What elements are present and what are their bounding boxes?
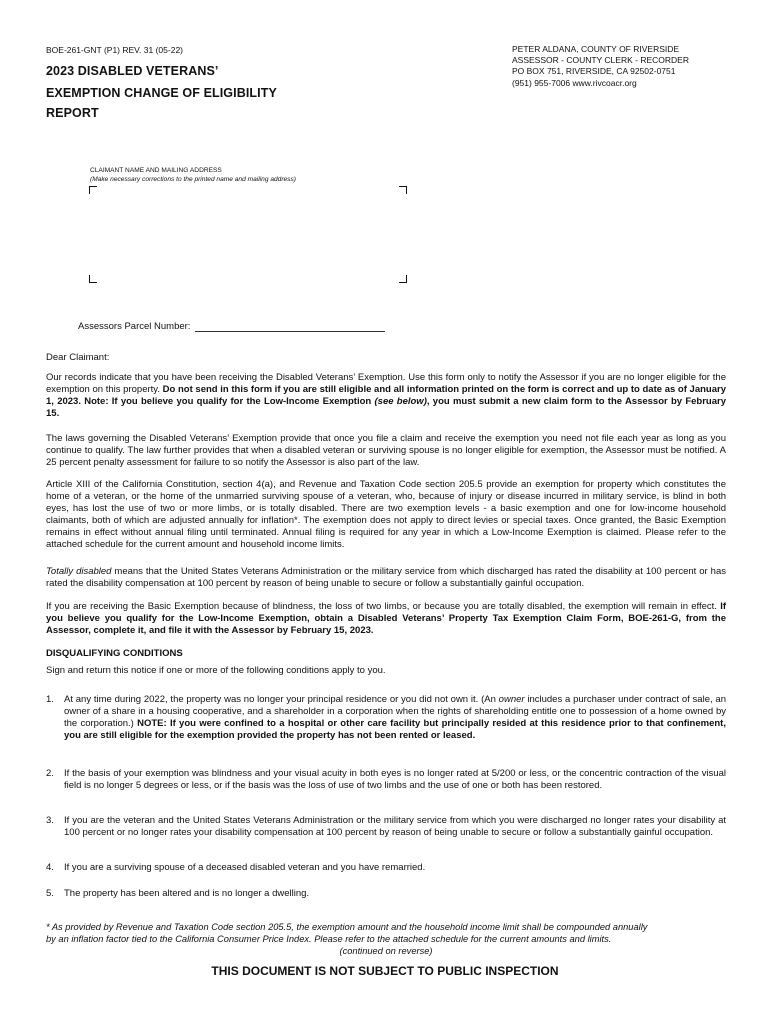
greeting: Dear Claimant:	[46, 352, 110, 363]
office-line1: PETER ALDANA, COUNTY OF RIVERSIDE	[512, 44, 680, 54]
footnote	[46, 921, 726, 957]
paragraph-1	[46, 372, 726, 420]
form-title-line1: 2023 DISABLED VETERANS’	[46, 64, 219, 78]
p5-text-a: If you are receiving the Basic Exemption because of blindness, the loss of two limbs, or because you are totally disabled, the exemption will remain in effect.	[46, 601, 721, 612]
condition-text: If the basis of your exemption was blindness and your visual acuity in both eyes is no longer rated at 5/200 or less, or the concentric contraction of the visual field is no longer 5 degrees or less, or if the basis was the loss of use of two limbs and the use of one or both has been restored.	[64, 768, 726, 792]
p4-text-a: Totally disabled	[46, 566, 112, 577]
claimant-label: CLAIMANT NAME AND MAILING ADDRESS	[90, 167, 222, 174]
form-id: BOE-261-GNT (P1) REV. 31 (05-22)	[46, 45, 184, 55]
condition-1-text-a: At any time during 2022, the property was no longer your principal residence or you did not own it. (An	[64, 694, 499, 705]
condition-text: If you are the veteran and the United States Veterans Administration or the military service from which you were discharged no longer rates your disability at 100 percent or no longer rates your disability compensation at 100 percent by reason of being unable to secure or follow a substantially gainful occupation.	[64, 815, 726, 839]
p1-text-b: Do not send in this form if you are still eligible and all information printed on the form is correct and up to date as of January 1, 2023. Note: If you believe you qualify for the Low-Income Exemption	[46, 384, 726, 408]
condition-text: The property has been altered and is no longer a dwelling.	[64, 888, 310, 899]
address-window-corner-tr	[399, 186, 407, 194]
form-title-line2: EXEMPTION CHANGE OF ELIGIBILITY	[46, 86, 277, 100]
continued-note: (continued on reverse)	[339, 946, 433, 956]
p1-text-c: (see below)	[374, 396, 427, 408]
parcel-number-field	[78, 321, 385, 332]
condition-text: If you are a surviving spouse of a deceased disabled veteran and you have remarried.	[64, 862, 426, 873]
p1-text-a: Our records indicate that you have been receiving the Disabled Veterans’ Exemption. Use this form only to notify the Assessor if you are no longer eligible for the exemption on this property.	[46, 372, 726, 396]
condition-1-text-d: NOTE: If you were confined to a hospital or other care facility but principally resided at this residence prior to that confinement, you are still eligible for the exemption provided the property has not been rented or leased.	[64, 718, 726, 742]
condition-number: 2.	[46, 768, 54, 779]
condition-number: 4.	[46, 862, 54, 873]
footnote-line2: by an inflation factor tied to the California Consumer Price Index. Please refer to the attached schedule for the current amounts and limits.	[46, 934, 612, 944]
form-title-line3: REPORT	[46, 106, 99, 120]
condition-1-text-b: owner	[498, 694, 525, 705]
paragraph-5	[46, 601, 726, 637]
assessor-office-address	[512, 44, 689, 89]
address-window-corner-br	[399, 275, 407, 283]
address-window-corner-tl	[89, 186, 97, 194]
paragraph-4	[46, 566, 726, 590]
office-line2: ASSESSOR - COUNTY CLERK - RECORDER	[512, 55, 689, 66]
parcel-number-line[interactable]	[195, 321, 385, 332]
disqualifying-intro: Sign and return this notice if one or more of the following conditions apply to you.	[46, 665, 386, 676]
p4-text-b: means that the United States Veterans Administration or the military service from which discharged has rated the disability at 100 percent or has rated the disability compensation at 100 percent by reason of being unable to secure or follow a substantially gainful occupation.	[46, 566, 726, 590]
claimant-address-label	[90, 166, 296, 184]
claimant-note: (Make necessary corrections to the printed name and mailing address)	[90, 176, 296, 183]
condition-text	[64, 694, 726, 742]
office-line3: PO BOX 751, RIVERSIDE, CA 92502-0751	[512, 66, 676, 77]
disqualifying-heading: DISQUALIFYING CONDITIONS	[46, 648, 183, 659]
parcel-number-label: Assessors Parcel Number:	[78, 321, 191, 332]
address-window-corner-bl	[89, 275, 97, 283]
office-line4: (951) 955-7006 www.rivcoacr.org	[512, 77, 637, 88]
public-inspection-notice: THIS DOCUMENT IS NOT SUBJECT TO PUBLIC INSPECTION	[211, 964, 559, 978]
condition-number: 1.	[46, 694, 54, 705]
condition-1-text-c: includes a purchaser under contract of sale, an owner of a share in a housing cooperative, and a shareholder in a corporation when the rights of shareholding entitle one to possession of a home owned by the corporation.)	[64, 694, 726, 730]
paragraph-3: Article XIII of the California Constitution, section 4(a), and Revenue and Taxation Code section 205.5 provide an exemption for property which constitutes the home of a veteran, or the home of the unmarried surviving spouse of a veteran, who, because of injury or disease incurred in military service, is blind in both eyes, has lost the use of two or more limbs, or is totally disabled. There are two exemption levels - a basic exemption and one for low-income household claimants, both of which are adjusted annually for inflation*. The exemption does not apply to direct levies or special taxes. Once granted, the Basic Exemption remains in effect without annual filing until terminated. Annual filing is required for any year in which a Low-Income Exemption is claimed. Please refer to the attached schedule for the current amount and household income limits.	[46, 479, 726, 551]
p1-text-d: , you must submit a new claim form to the Assessor by February 15.	[46, 396, 726, 420]
paragraph-2: The laws governing the Disabled Veterans’ Exemption provide that once you file a claim and receive the exemption you need not file each year as long as you continue to qualify. The law further provides that when a disabled veteran or surviving spouse is no longer eligible for exemption, the Assessor must be notified. A 25 percent penalty assessment for failure to so notify the Assessor is also part of the law.	[46, 433, 726, 469]
condition-number: 5.	[46, 888, 54, 899]
p5-text-b: If you believe you qualify for the Low-Income Exemption, obtain a Disabled Veterans’ Property Tax Exemption Claim Form, BOE-261-G, from the Assessor, complete it, and file it with the Assessor by February 15, 2023.	[46, 601, 726, 637]
footnote-line1: * As provided by Revenue and Taxation Code section 205.5, the exemption amount and the household income limit shall be compounded annually	[46, 922, 648, 932]
condition-number: 3.	[46, 815, 54, 826]
